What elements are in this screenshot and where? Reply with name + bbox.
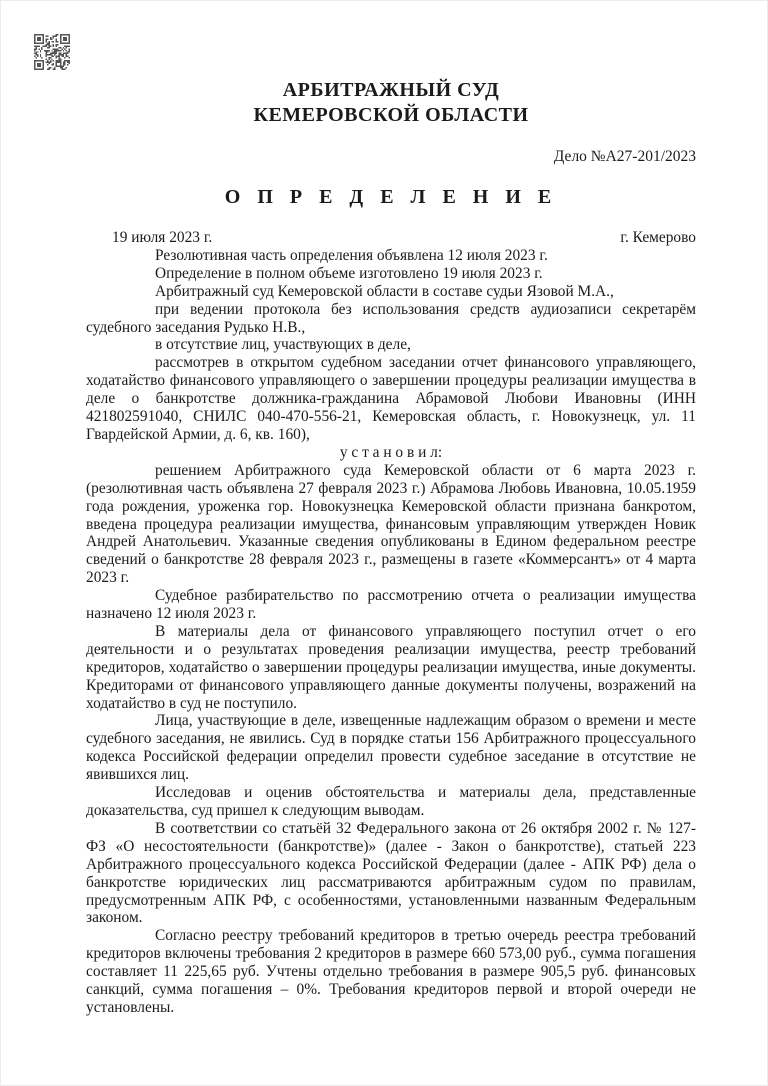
ruling-city: г. Кемерово bbox=[620, 229, 696, 246]
paragraph-secretary: при ведении протокола без использования средств аудиозаписи секретарём судебного заседания Рудько Н.В., bbox=[86, 300, 696, 336]
case-number: Дело №А27-201/2023 bbox=[553, 148, 696, 165]
qr-code-svg bbox=[34, 34, 70, 70]
document-title: О П Р Е Д Е Л Е Н И Е bbox=[224, 186, 558, 208]
paragraph-court-conclusions: Исследовав и оценив обстоятельства и материалы дела, представленные доказательства, суд пришел к следующим выводам. bbox=[86, 784, 696, 819]
paragraph-law-basis: В соответствии со статьёй 32 Федерального закона от 26 октября 2002 г. № 127-ФЗ «О несостоятельности (банкротстве)» (далее - Закон о банкротстве), статьей 223 Арбитражного процессуального кодекса Российской Федерации (далее - АПК РФ) дела о банкротстве юридических лиц рассматриваются арбитражным судом по правилам, предусмотренным АПК РФ, с особенностями, установленными названным Федеральным законом. bbox=[86, 819, 696, 927]
paragraph-parties-absent: Лица, участвующие в деле, извещенные надлежащим образом о времени и месте судебного заседания, не явились. Суд в порядке статьи 156 Арбитражного процессуального кодекса Российской федерации определил провести судебное заседание в отсутствие не явившихся лиц. bbox=[86, 712, 696, 784]
court-name-line2: КЕМЕРОВСКОЙ ОБЛАСТИ bbox=[253, 104, 529, 126]
paragraph-case-subject: рассмотрев в открытом судебном заседании отчет финансового управляющего, ходатайство финансового управляющего о завершении процедуры реализации имущества в деле о банкротстве должника-гражданина Абрамовой Любови Ивановны (ИНН 421802591040, СНИЛС 040-470-556-21, Кемеровская область, г. Новокузнецк, ул. 11 Гвардейской Армии, д. 6, кв. 160), bbox=[86, 354, 696, 443]
paragraph-full-text-made: Определение в полном объеме изготовлено 19 июля 2023 г. bbox=[155, 264, 543, 282]
qr-code-image bbox=[34, 34, 70, 70]
dateline bbox=[86, 229, 696, 247]
ruling-date: 19 июля 2023 г. bbox=[112, 229, 213, 246]
ustanovil-heading: у с т а н о в и л: bbox=[339, 443, 443, 461]
court-name-line1: АРБИТРАЖНЫЙ СУД bbox=[282, 79, 500, 101]
paragraph-absence-of-parties: в отсутствие лиц, участвующих в деле, bbox=[155, 336, 411, 354]
paragraph-received-documents: В материалы дела от финансового управляющего поступил отчет о его деятельности и о результатах проведения реализации имущества, реестр требований кредиторов, ходатайство о завершении процедуры реализации имущества, иные документы. Кредиторами от финансового управляющего данные документы получены, возражений на ходатайство в суд не поступило. bbox=[86, 622, 696, 712]
paragraph-bankruptcy-decision: решением Арбитражного суда Кемеровской области от 6 марта 2023 г. (резолютивная часть объявлена 27 февраля 2023 г.) Абрамова Любовь Ивановна, 10.05.1959 года рождения, уроженка гор. Новокузнецка Кемеровской области признана банкротом, введена процедура реализации имущества, финансовым управляющим утвержден Новик Андрей Анатольевич. Указанные сведения опубликованы в Едином федеральном реестре сведений о банкротстве 28 февраля 2023 г., размещены в газете «Коммерсантъ» от 4 марта 2023 г. bbox=[86, 461, 696, 587]
court-name-header bbox=[86, 78, 696, 128]
paragraph-hearing-scheduled: Судебное разбирательство по рассмотрению отчета о реализации имущества назначено 12 июля 2023 г. bbox=[86, 587, 696, 623]
paragraph-creditors-register: Согласно реестру требований кредиторов в третью очередь реестра требований кредиторов включены требования 2 кредиторов в размере 660 573,00 руб., сумма погашения составляет 11 225,65 руб. Учтены отдельно требования в размере 905,5 руб. финансовых санкций, сумма погашения – 0%. Требования кредиторов первой и второй очереди не установлены. bbox=[86, 927, 696, 1016]
paragraph-judge: Арбитражный суд Кемеровской области в составе судьи Язовой М.А., bbox=[155, 282, 614, 300]
paragraph-resolutive-announced: Резолютивная часть определения объявлена 12 июля 2023 г. bbox=[155, 246, 548, 264]
document-body bbox=[86, 229, 696, 1017]
